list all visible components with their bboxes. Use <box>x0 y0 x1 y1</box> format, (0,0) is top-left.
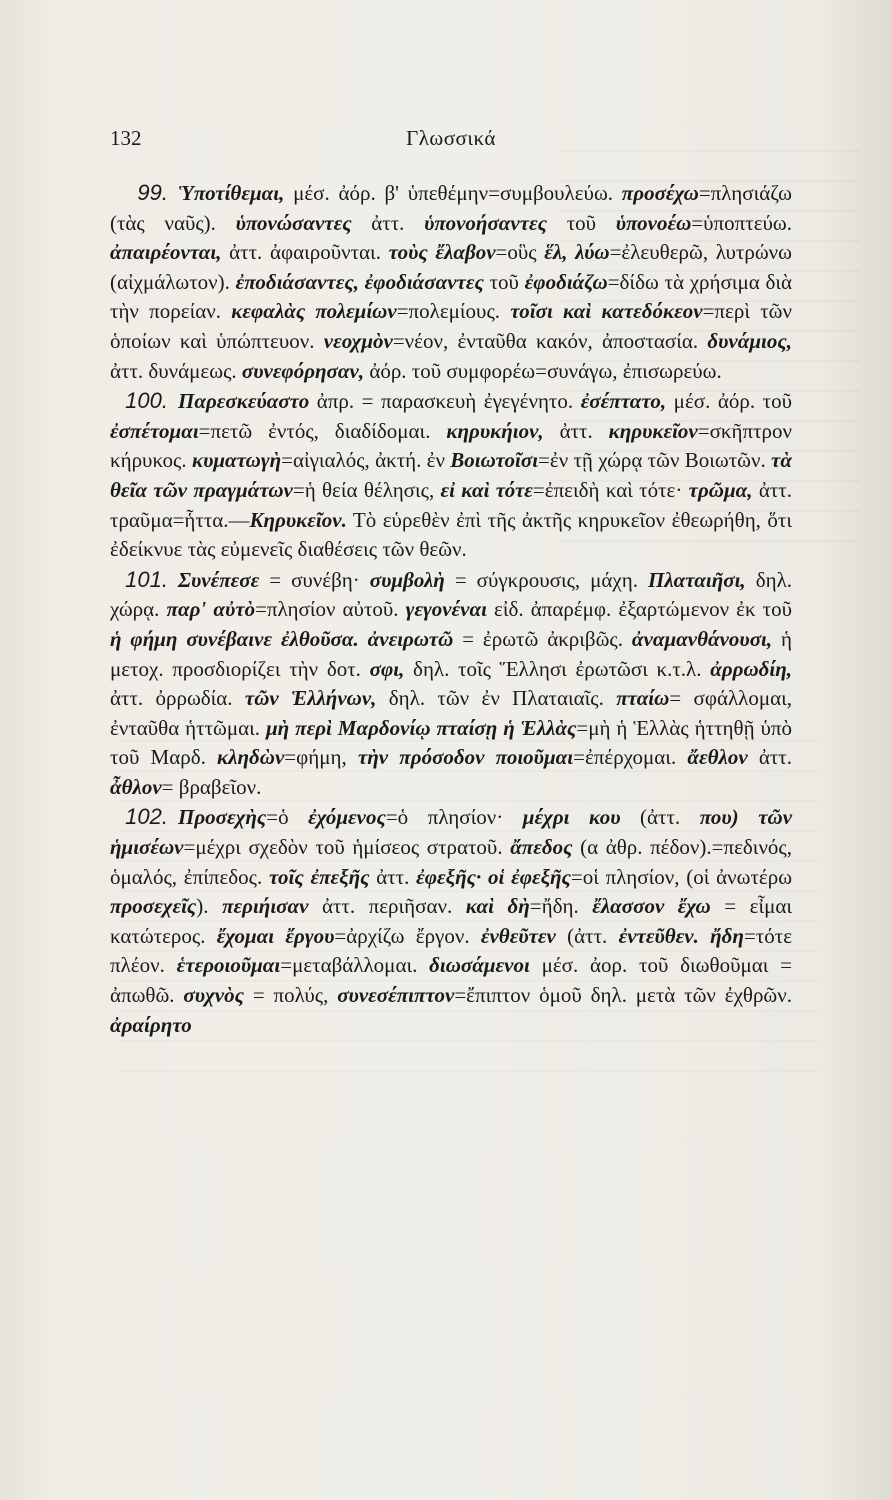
headword: τοῖς ἐπεξῆς <box>268 864 370 889</box>
headword: καὶ δὴ <box>465 894 530 919</box>
headword: τὴν πρόσοδον ποιοῦμαι <box>357 745 574 770</box>
headword: ἑτεροιοῦμαι <box>176 953 281 978</box>
gloss-text: =ἡ θεία θέλησις, <box>292 477 441 502</box>
gloss-text: δηλ. τοῖς Ἕλλησι ἐρωτῶσι κ.τ.λ. <box>404 656 711 681</box>
gloss-text: =ἀρχίζω ἔργον. <box>334 923 481 948</box>
headword: ἔλασσον ἔχω <box>592 894 711 919</box>
headword: κυματωγὴ <box>191 448 282 473</box>
gloss-text: =μέχρι σχεδὸν τοῦ ἡμίσεος στρατοῦ. <box>183 835 511 860</box>
gloss-text: ἀπρ. = παρασκευὴ ἐγεγένητο. <box>309 389 581 414</box>
gloss-text: =μὴ ἡ Ἑλλὰς ἡττηθῇ ὑπὸ τοῦ Μαρδ. <box>110 715 793 770</box>
headword: που) τῶν ἡμισέων <box>110 805 793 860</box>
glossary-entry <box>110 386 792 565</box>
gloss-text: =νέον, ἐνταῦθα κακόν, ἀποστασία. <box>392 328 708 353</box>
headword: ὑπονοήσαντες <box>424 210 547 235</box>
headword: ἀραίρητο <box>110 1012 192 1037</box>
headword: προσέχω <box>621 181 699 205</box>
gloss-text: =φήμη, <box>284 745 358 770</box>
gloss-text: μέσ. ἀόρ. β' ὑπεθέμην=συμβουλεύω. <box>284 181 622 205</box>
gloss-text: = εἶμαι κατώτερος. <box>110 894 793 948</box>
headword: κηρυκήιον, <box>446 418 544 443</box>
gloss-text: μέσ. ἀορ. τοῦ διωθοῦμαι = ἀπωθῶ. <box>110 953 792 1008</box>
gloss-text: τοῦ <box>547 210 616 235</box>
gloss-text: ἀττ. <box>543 418 609 443</box>
gloss-text: =πλησίον αὐτοῦ. <box>255 597 406 622</box>
gloss-text: ἡ μετοχ. προσδιορίζει τὴν δοτ. <box>110 626 792 681</box>
entry-number: 99. <box>137 180 168 205</box>
headword: τρῶμα, <box>688 477 753 502</box>
gloss-text: =πολεμίους. <box>396 299 511 324</box>
page-header <box>110 126 792 156</box>
headword: προσεχεῖς <box>110 894 197 919</box>
headword: Πλαταιῆσι, <box>648 567 746 592</box>
headword: σφι, <box>369 656 405 681</box>
headword: ἐφοδιάζω <box>524 269 608 294</box>
gloss-text: =οὓς <box>495 240 545 265</box>
gloss-text: ἀττ. δυνάμεως. <box>110 358 242 383</box>
headword: συχνὸς <box>183 983 244 1008</box>
gloss-text: ἀττ. τραῦμα=ἧττα.— <box>110 477 792 532</box>
gloss-text: =οἱ πλησίον, (οἱ ἀνωτέρω <box>570 864 793 889</box>
gloss-text: =περὶ τῶν ὁποίων καὶ ὑπώπτευον. <box>110 299 792 353</box>
headword: ἐσέπτατο, <box>580 389 667 414</box>
gloss-text: =ἐλευθερῶ, λυτρώνω (αἰχμάλωτον). <box>110 240 792 294</box>
headword: πταίω <box>616 686 670 711</box>
glossary-entry <box>110 178 792 386</box>
headword: Προσεχὴς <box>178 805 267 830</box>
headword: ἆθλον <box>110 774 162 799</box>
gloss-text: = σύγκρουσις, μάχη. <box>444 567 648 592</box>
gloss-text: =πλησιάζω (τὰς ναῦς). <box>110 181 792 235</box>
headword: περιήισαν <box>222 894 309 919</box>
headword: ἐσπέτομαι <box>110 418 199 443</box>
headword: διωσάμενοι <box>429 953 530 978</box>
headword: ἀρρωδίη, <box>710 656 793 681</box>
headword: ἀπαιρέονται, <box>110 240 222 265</box>
headword: Ὑποτίθεμαι, <box>178 181 285 205</box>
glossary-entry <box>110 802 792 1040</box>
headword: ἕλ, λύω <box>544 240 610 265</box>
gloss-text: =ὁ πλησίον· <box>385 805 523 830</box>
gloss-text: =ἐπειδὴ καὶ τότε· <box>532 477 689 502</box>
headword: συμβολὴ <box>369 567 445 592</box>
gloss-text: = σφάλλομαι, ἐνταῦθα ἡττῶμαι. <box>110 686 793 740</box>
headword: τῶν Ἑλλήνων, <box>244 686 377 711</box>
headword: ἡ φήμη συνέβαινε ἐλθοῦσα. ἀνειρωτῶ <box>110 626 454 651</box>
headword: μέχρι κου <box>522 805 621 830</box>
headword: εἰ καὶ τότε <box>440 477 533 502</box>
entry-number: 101. <box>125 566 168 592</box>
entry-number: 102. <box>125 804 168 830</box>
gloss-text: =τότε πλέον. <box>110 923 793 978</box>
headword: κληδὼν <box>217 745 285 770</box>
gloss-text: =ὁ <box>266 805 309 830</box>
headword: νεοχμὸν <box>323 328 393 353</box>
headword: ἄπεδος <box>510 835 573 860</box>
headword: ἐποδιάσαντες, ἐφοδιάσαντες <box>235 269 484 294</box>
gloss-text: =σκῆπτρον κήρυκος. <box>110 418 792 473</box>
gloss-text: (ἀττ. <box>620 805 700 830</box>
gloss-text: = πολύς, <box>243 983 338 1008</box>
gloss-text: ἀττ. <box>351 210 425 235</box>
headword: ἐντεῦθεν. ἤδη <box>618 923 744 948</box>
gloss-text: =δίδω τὰ χρήσιμα διὰ τὴν πορείαν. <box>110 269 792 324</box>
gloss-text: εἰδ. ἀπαρέμφ. ἐξαρτώμενον ἐκ τοῦ <box>486 597 792 622</box>
gloss-text: (ἀττ. <box>555 923 619 948</box>
headword: τὰ θεῖα τῶν πραγμάτων <box>110 448 792 502</box>
gloss-text: ἀττ. <box>369 864 417 889</box>
gloss-text: ἀττ. ὀρρωδία. <box>110 686 245 711</box>
headword: γεγονέναι <box>405 597 487 622</box>
gloss-text: =ὑποπτεύω. <box>691 210 792 235</box>
glossary-entry <box>110 565 792 803</box>
gloss-text: ἀόρ. τοῦ συμφορέω=συνάγω, ἐπισωρεύω. <box>364 358 722 383</box>
entry-body <box>110 181 792 383</box>
gloss-text: =πετῶ ἐντός, διαδίδομαι. <box>198 418 447 443</box>
headword: Παρεσκεύαστο <box>178 389 310 414</box>
gloss-text: δηλ. τῶν ἐν Πλαταιαῖς. <box>376 686 617 711</box>
entry-body <box>110 568 792 799</box>
gloss-text: =αἰγιαλός, ἀκτή. ἐν <box>281 448 451 473</box>
headword: μὴ περὶ Μαρδονίῳ πταίσῃ ἡ Ἑλλὰς <box>265 715 577 740</box>
gloss-text: ἀττ. ἀφαιροῦνται. <box>221 240 389 265</box>
entry-number: 100. <box>125 388 168 414</box>
headword: κηρυκεῖον <box>608 418 698 443</box>
gloss-text: = βραβεῖον. <box>161 774 262 799</box>
entry-body <box>110 389 792 561</box>
gloss-text: = συνέβη· <box>259 567 370 592</box>
gloss-text: =ἐπέρχομαι. <box>573 745 688 770</box>
headword: ὑπονώσαντες <box>235 210 352 235</box>
headword: ὑπονοέω <box>615 210 692 235</box>
headword: ἄεθλον <box>687 745 748 770</box>
headword: δυνάμιος, <box>707 328 792 353</box>
headword: ἀναμανθάνουσι, <box>631 626 773 651</box>
headword: Συνέπεσε <box>178 567 260 592</box>
gloss-text: τοῦ <box>483 269 525 294</box>
gloss-text: ). <box>196 894 223 919</box>
headword: παρ' αὐτὸ <box>166 597 256 622</box>
gloss-text: δηλ. χώρᾳ. <box>110 567 793 622</box>
headword: συνεσέπιπτον <box>337 983 455 1008</box>
headword: τοὺς ἔλαβον <box>388 240 496 265</box>
headword: ἔχομαι ἔργου <box>216 923 335 948</box>
gloss-text: (α ἀθρ. πέδον).=πεδινός, ὁμαλός, ἐπίπεδος. <box>110 835 793 889</box>
headword: Κηρυκεῖον. <box>249 507 347 532</box>
headword: τοῖσι καὶ κατεδόκεον <box>510 299 703 324</box>
running-title: Γλωσσικά <box>406 126 496 150</box>
headword: κεφαλὰς πολεμίων <box>231 299 397 324</box>
gloss-text: Τὸ εὑρεθὲν ἐπὶ τῆς ἀκτῆς κηρυκεῖον ἐθεωρήθη, ὅτι ἐδείκνυε τὰς εὐμενεῖς διαθέσεις τῶν θεῶν. <box>110 507 792 562</box>
page-number: 132 <box>110 126 142 150</box>
headword: συνεφόρησαν, <box>241 358 365 383</box>
headword: ἐχόμενος <box>308 805 386 830</box>
gloss-text: ἀττ. <box>747 745 793 770</box>
gloss-text: =μεταβάλλομαι. <box>280 953 430 978</box>
gloss-text: ἀττ. περιῆσαν. <box>308 894 466 919</box>
glossary-text <box>110 178 792 1040</box>
headword: ἐφεξῆς· οἱ ἐφεξῆς <box>416 864 571 889</box>
headword: Βοιωτοῖσι <box>450 448 539 473</box>
headword: ἐνθεῦτεν <box>480 923 556 948</box>
gloss-text: = ἐρωτῶ ἀκριβῶς. <box>453 626 632 651</box>
gloss-text: μέσ. ἀόρ. τοῦ <box>666 389 793 414</box>
gloss-text: =ἐν τῇ χώρᾳ τῶν Βοιωτῶν. <box>538 448 772 473</box>
gloss-text: =ἤδη. <box>529 894 593 919</box>
gloss-text: =ἔπιπτον ὁμοῦ δηλ. μετὰ τῶν ἐχθρῶν. <box>454 983 793 1008</box>
entry-body <box>110 805 792 1036</box>
